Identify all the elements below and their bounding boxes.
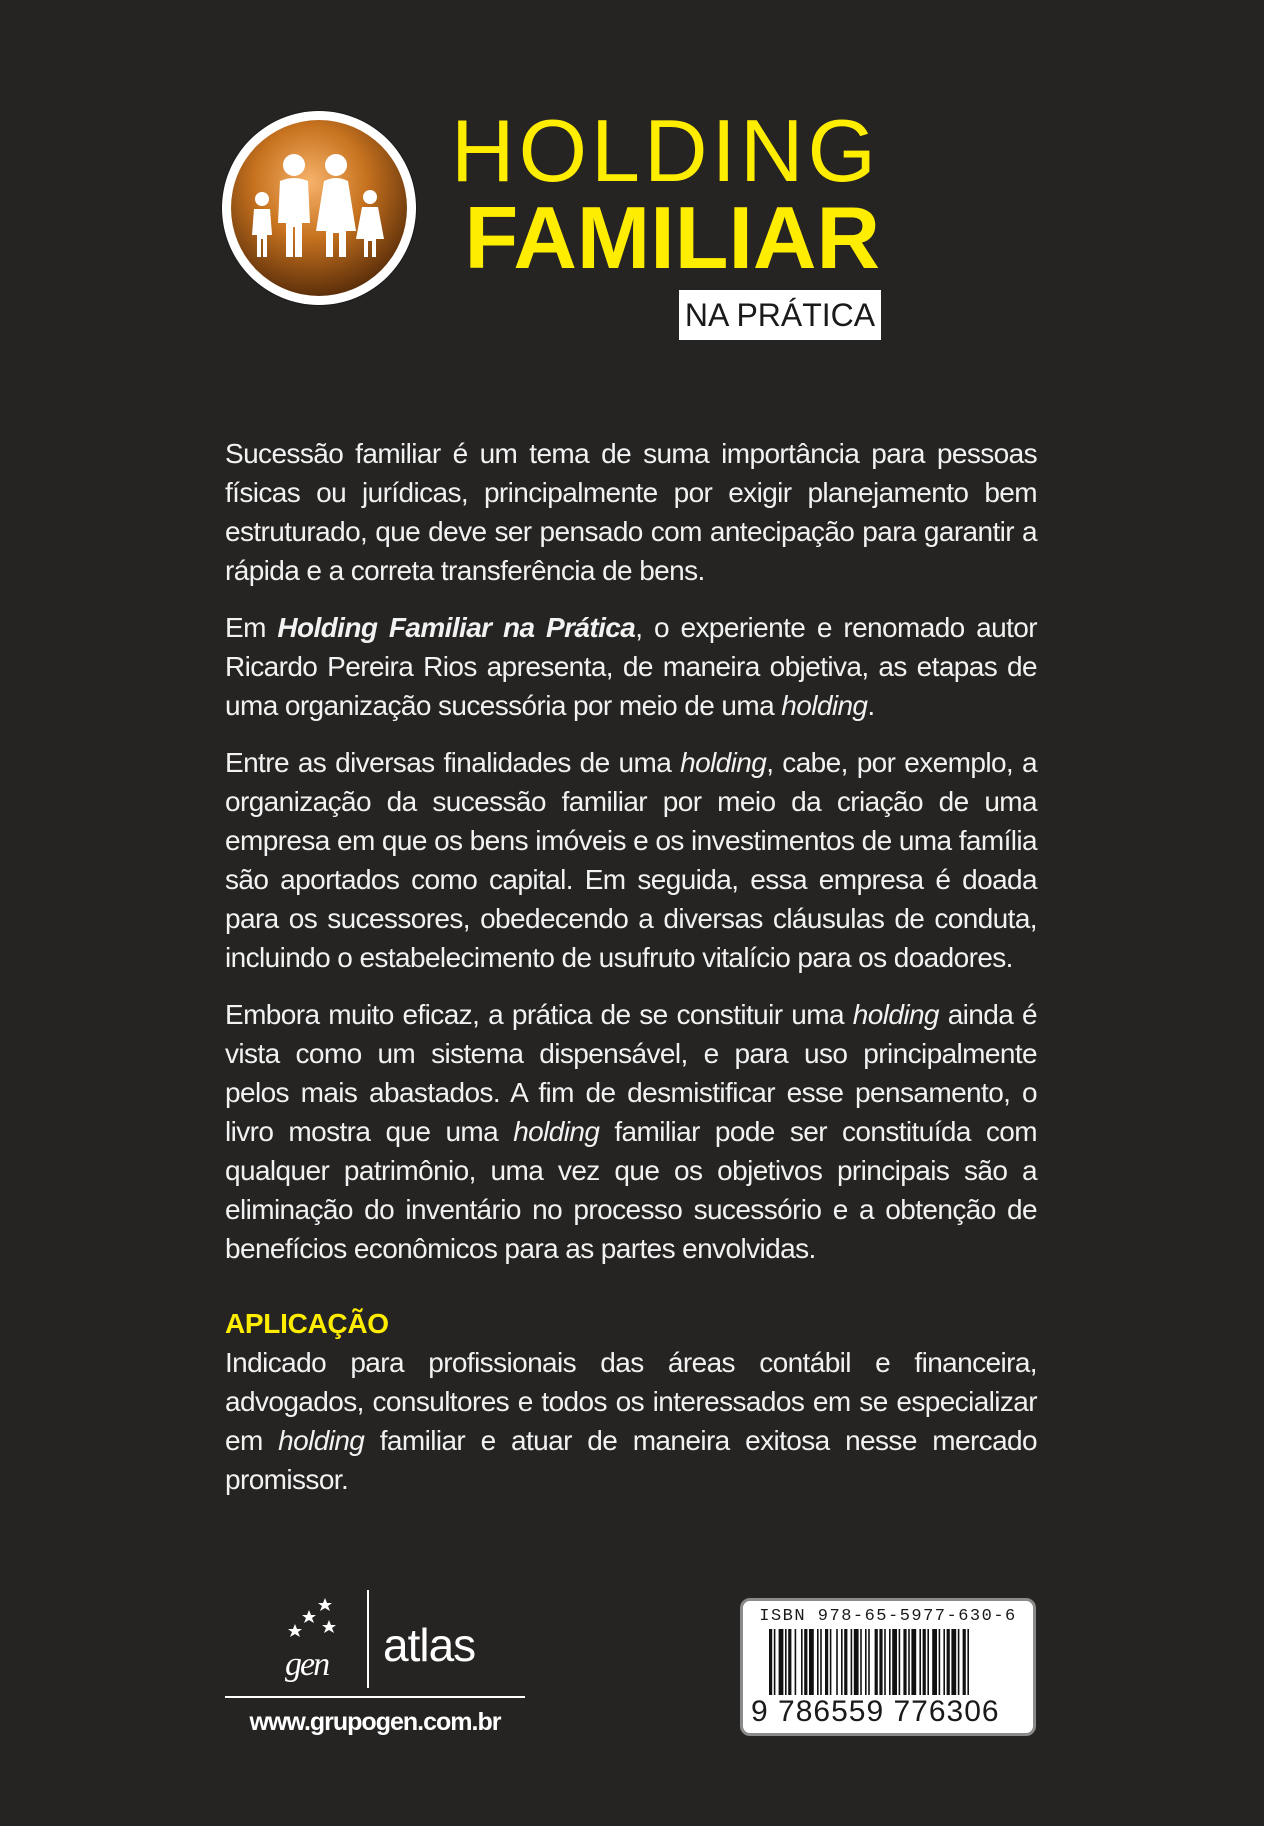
- barcode-digits: 9 786559 776306: [751, 1695, 1000, 1728]
- barcode-bar: [884, 1629, 886, 1695]
- barcode-bar: [825, 1629, 828, 1695]
- barcode-bar: [785, 1629, 787, 1695]
- paragraph-3: [225, 743, 1037, 977]
- isbn-barcode: [740, 1598, 1036, 1736]
- application-text: [225, 1343, 1037, 1499]
- barcode-bar: [854, 1629, 859, 1695]
- barcode-bar: [967, 1629, 969, 1695]
- barcode-bar: [795, 1629, 797, 1695]
- barcode-bar: [841, 1629, 843, 1695]
- barcode-bar: [908, 1629, 910, 1695]
- application-text-b: familiar e atuar de maneira exitosa nesse mercado promissor.: [225, 1425, 1037, 1495]
- barcode-bar: [963, 1629, 966, 1695]
- barcode-bar: [804, 1629, 807, 1695]
- barcode-bar: [892, 1629, 897, 1695]
- barcode-bar: [820, 1629, 822, 1695]
- barcode-bar: [911, 1629, 916, 1695]
- paragraph-2-text-a: Em: [225, 612, 278, 643]
- barcode-bar: [927, 1629, 929, 1695]
- barcode-bar: [769, 1629, 772, 1695]
- barcode-bar: [939, 1629, 941, 1695]
- title-line-familiar: FAMILIAR: [464, 188, 880, 287]
- barcode-bar: [903, 1629, 906, 1695]
- barcode-bar: [958, 1629, 960, 1695]
- barcode-bar: [919, 1629, 921, 1695]
- paragraph-4-text-a: Embora muito eficaz, a prática de se constituir uma: [225, 999, 853, 1030]
- barcode-bar: [865, 1629, 867, 1695]
- paragraph-4: [225, 995, 1037, 1268]
- paragraph-4-text-c: familiar pode ser constituída com qualquer patrimônio, uma vez que os objetivos principais são a eliminação do inventário no processo sucessório e a obtenção de benefícios econômicos para as partes envolvidas.: [225, 1116, 1037, 1264]
- barcode-bar: [779, 1629, 784, 1695]
- stars-icon: [285, 1594, 345, 1644]
- book-title-inline: Holding Familiar na Prática: [277, 612, 636, 643]
- barcode-bar: [774, 1629, 776, 1695]
- publisher-rule: [225, 1696, 525, 1698]
- paragraph-2-text-c: .: [867, 690, 875, 721]
- family-logo: [222, 111, 416, 305]
- barcode-icon: [755, 1629, 1023, 1695]
- application-text-a: Indicado para profissionais das áreas contábil e financeira, advogados, consultores e todos os interessados em se especializar em: [225, 1347, 1037, 1456]
- holding-term: holding: [278, 1425, 365, 1456]
- barcode-bar: [844, 1629, 847, 1695]
- barcode-bar: [899, 1629, 901, 1695]
- gen-logo: gen: [285, 1646, 329, 1683]
- barcode-bar: [817, 1629, 819, 1695]
- barcode-bar: [788, 1629, 791, 1695]
- barcode-bar: [951, 1629, 956, 1695]
- barcode-bar: [943, 1629, 945, 1695]
- barcode-bar: [889, 1629, 891, 1695]
- barcode-bar: [860, 1629, 862, 1695]
- holding-term: holding: [781, 690, 868, 721]
- application-heading: APLICAÇÃO: [225, 1308, 389, 1339]
- holding-term: holding: [680, 747, 767, 778]
- paragraph-3-text-b: , cabe, por exemplo, a organização da sucessão familiar por meio da criação de uma empresa em que os bens imóveis e os investimentos de uma família são aportados como capital. Em seguida, essa empresa é doada para os sucessores, obedecendo a diversas cláusulas de conduta, incluindo o estabelecimento de usufruto vitalício para os doadores.: [225, 747, 1037, 973]
- paragraph-1: Sucessão familiar é um tema de suma importância para pessoas físicas ou jurídicas, principalmente por exigir planejamento bem estruturado, que deve ser pensado com antecipação para garantir a rápida e a correta transferência de bens.: [225, 438, 1037, 586]
- subtitle-badge: NA PRÁTICA: [679, 290, 881, 340]
- barcode-bar: [868, 1629, 870, 1695]
- paragraph-3-text-a: Entre as diversas finalidades de uma: [225, 747, 681, 778]
- family-icon: [222, 111, 416, 305]
- synopsis: [225, 434, 1037, 1517]
- paragraph-2: [225, 608, 1037, 725]
- barcode-bar: [836, 1629, 838, 1695]
- holding-term: holding: [513, 1116, 600, 1147]
- holding-term: holding: [852, 999, 939, 1030]
- barcode-bar: [875, 1629, 878, 1695]
- barcode-bar: [923, 1629, 926, 1695]
- book-title: [440, 101, 880, 287]
- barcode-bar: [809, 1629, 814, 1695]
- atlas-logo: atlas: [383, 1619, 476, 1671]
- publisher-divider: [367, 1590, 369, 1688]
- paragraph-4-text-b: ainda é vista como um sistema dispensável, e para uso principalmente pelos mais abastados. A fim de desmistificar esse pensamento, o livro mostra que uma: [225, 999, 1037, 1147]
- barcode-bar: [830, 1629, 832, 1695]
- title-line-holding: HOLDING: [451, 101, 880, 200]
- publisher-block: [225, 1590, 525, 1736]
- barcode-bar: [851, 1629, 853, 1695]
- barcode-bar: [932, 1629, 937, 1695]
- isbn-label: ISBN 978-65-5977-630-6: [759, 1607, 1017, 1626]
- barcode-bar: [947, 1629, 950, 1695]
- barcode-bar: [801, 1629, 803, 1695]
- barcode-bar: [879, 1629, 882, 1695]
- paragraph-2-text-b: , o experiente e renomado autor Ricardo Pereira Rios apresenta, de maneira objetiva, as etapas de uma organização sucessória por meio de uma: [225, 612, 1038, 721]
- publisher-url: www.grupogen.com.br: [249, 1708, 501, 1736]
